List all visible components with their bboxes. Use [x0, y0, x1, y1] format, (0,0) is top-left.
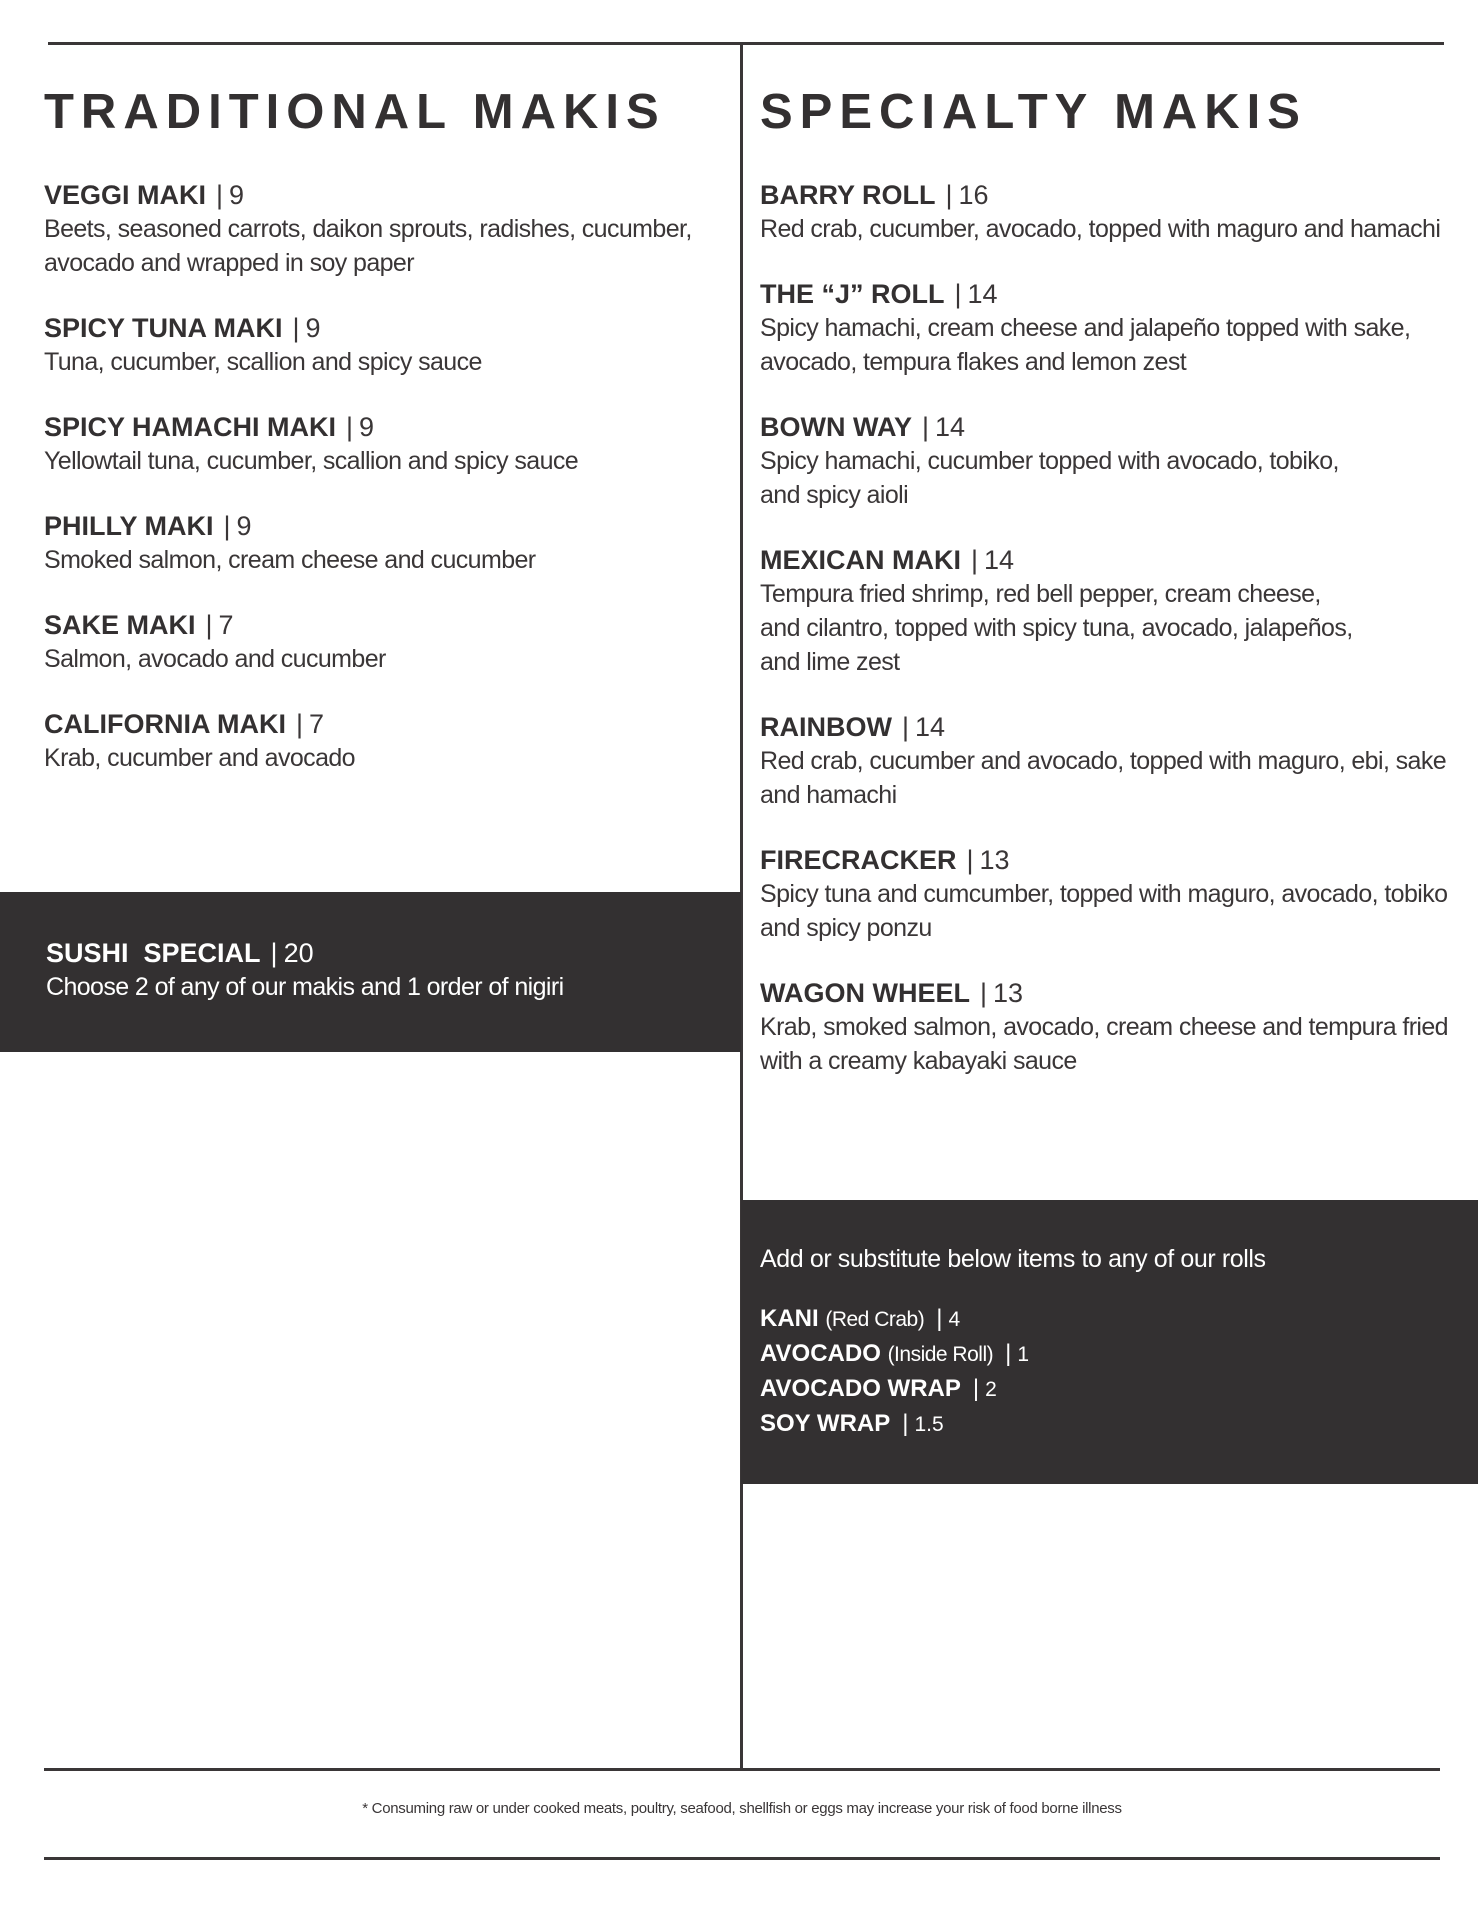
addon-item: AVOCADO (Inside Roll) | 1 — [760, 1340, 1030, 1367]
item-description: Spicy hamachi, cucumber topped with avocado, tobiko, and spicy aioli — [760, 447, 1339, 509]
menu-item: MEXICAN MAKI | 14 Tempura fried shrimp, red bell pepper, cream cheese, and cilantro, topped with spicy tuna, avocado, jalapeños, and lime zest — [760, 543, 1450, 679]
specialty-makis-title: SPECIALTY MAKIS — [760, 85, 1307, 139]
item-description: Spicy hamachi, cream cheese and jalapeño topped with sake, avocado, tempura flakes and lemon zest — [760, 314, 1411, 376]
item-description: Tuna, cucumber, scallion and spicy sauce — [44, 348, 482, 376]
addon-name: AVOCADO — [760, 1340, 881, 1367]
specialty-makis-section — [760, 78, 1450, 1109]
item-name: PHILLY MAKI — [44, 511, 214, 541]
item-description: Salmon, avocado and cucumber — [44, 645, 386, 673]
footer-rule-top — [44, 1768, 1440, 1771]
addon-price: 4 — [948, 1308, 961, 1331]
addon-price: 1.5 — [914, 1413, 944, 1436]
menu-item: FIRECRACKER | 13 Spicy tuna and cumcumber, topped with maguro, avocado, tobiko and spicy ponzu — [760, 843, 1450, 945]
item-price: 9 — [229, 180, 245, 210]
special-name: SUSHI SPECIAL — [46, 938, 261, 968]
item-name: VEGGI MAKI — [44, 180, 207, 210]
item-price: 9 — [359, 412, 375, 442]
addon-item: SOY WRAP | 1.5 — [760, 1410, 944, 1437]
item-description: Krab, cucumber and avocado — [44, 744, 355, 772]
item-price: 14 — [915, 712, 946, 742]
item-description: Tempura fried shrimp, red bell pepper, cream cheese, and cilantro, topped with spicy tuna, avocado, jalapeños, and lime zest — [760, 580, 1353, 676]
addon-name: KANI — [760, 1305, 819, 1332]
menu-item: BARRY ROLL | 16 Red crab, cucumber, avocado, topped with maguro and hamachi — [760, 178, 1450, 246]
item-description: Spicy tuna and cumcumber, topped with maguro, avocado, tobiko and spicy ponzu — [760, 880, 1448, 942]
addon-price: 2 — [985, 1378, 997, 1401]
item-name: MEXICAN MAKI — [760, 545, 961, 575]
special-price: 20 — [283, 938, 314, 968]
item-price: 14 — [984, 545, 1015, 575]
footer-rule-bottom — [44, 1857, 1440, 1860]
addons-intro: Add or substitute below items to any of our rolls — [760, 1245, 1266, 1273]
item-description: Yellowtail tuna, cucumber, scallion and spicy sauce — [44, 447, 579, 475]
sushi-special-panel: SUSHI SPECIAL | 20 Choose 2 of any of our makis and 1 order of nigiri — [0, 892, 741, 1052]
item-description: Red crab, cucumber and avocado, topped with maguro, ebi, sake and hamachi — [760, 747, 1447, 809]
traditional-makis-section — [44, 78, 724, 806]
item-name: CALIFORNIA MAKI — [44, 709, 286, 739]
item-price: 7 — [309, 709, 325, 739]
traditional-makis-title: TRADITIONAL MAKIS — [44, 85, 666, 139]
item-name: SPICY HAMACHI MAKI — [44, 412, 337, 442]
item-name: BARRY ROLL — [760, 180, 936, 210]
addon-name: SOY WRAP — [760, 1410, 891, 1437]
menu-item: SPICY TUNA MAKI | 9 Tuna, cucumber, scallion and spicy sauce — [44, 311, 724, 379]
item-price: 13 — [979, 845, 1010, 875]
item-name: THE “J” ROLL — [760, 279, 945, 309]
item-price: 14 — [935, 412, 966, 442]
item-name: FIRECRACKER — [760, 845, 957, 875]
item-price: 9 — [305, 313, 321, 343]
special-description: Choose 2 of any of our makis and 1 order of nigiri — [46, 973, 564, 1001]
menu-item: SPICY HAMACHI MAKI | 9 Yellowtail tuna, cucumber, scallion and spicy sauce — [44, 410, 724, 478]
addon-item: KANI (Red Crab) | 4 — [760, 1305, 961, 1332]
addon-note: (Red Crab) — [825, 1308, 925, 1331]
menu-item: BOWN WAY | 14 Spicy hamachi, cucumber topped with avocado, tobiko, and spicy aioli — [760, 410, 1450, 512]
menu-item: THE “J” ROLL | 14 Spicy hamachi, cream cheese and jalapeño topped with sake, avocado, tempura flakes and lemon zest — [760, 277, 1450, 379]
item-name: SPICY TUNA MAKI — [44, 313, 283, 343]
addon-price: 1 — [1017, 1343, 1030, 1366]
item-name: WAGON WHEEL — [760, 978, 970, 1008]
menu-item: RAINBOW | 14 Red crab, cucumber and avocado, topped with maguro, ebi, sake and hamachi — [760, 710, 1450, 812]
item-name: RAINBOW — [760, 712, 892, 742]
item-price: 14 — [967, 279, 998, 309]
menu-item: SAKE MAKI | 7 Salmon, avocado and cucumber — [44, 608, 724, 676]
item-description: Beets, seasoned carrots, daikon sprouts, radishes, cucumber, avocado and wrapped in soy paper — [44, 215, 692, 277]
addon-note: (Inside Roll) — [887, 1343, 994, 1366]
menu-item: CALIFORNIA MAKI | 7 Krab, cucumber and avocado — [44, 707, 724, 775]
item-description: Smoked salmon, cream cheese and cucumber — [44, 546, 536, 574]
menu-item: WAGON WHEEL | 13 Krab, smoked salmon, avocado, cream cheese and tempura fried with a creamy kabayaki sauce — [760, 976, 1450, 1078]
addon-item: AVOCADO WRAP | 2 — [760, 1375, 997, 1402]
item-name: SAKE MAKI — [44, 610, 196, 640]
addons-panel — [741, 1200, 1478, 1484]
item-price: 13 — [993, 978, 1024, 1008]
item-price: 7 — [218, 610, 234, 640]
addon-name: AVOCADO WRAP — [760, 1375, 961, 1402]
item-description: Red crab, cucumber, avocado, topped with maguro and hamachi — [760, 215, 1441, 243]
item-price: 16 — [958, 180, 989, 210]
item-price: 9 — [236, 511, 252, 541]
item-description: Krab, smoked salmon, avocado, cream cheese and tempura fried with a creamy kabayaki sauce — [760, 1013, 1448, 1075]
menu-item: PHILLY MAKI | 9 Smoked salmon, cream cheese and cucumber — [44, 509, 724, 577]
item-name: BOWN WAY — [760, 412, 913, 442]
menu-item: VEGGI MAKI | 9 Beets, seasoned carrots, daikon sprouts, radishes, cucumber, avocado and wrapped in soy paper — [44, 178, 724, 280]
food-safety-disclaimer: * Consuming raw or under cooked meats, poultry, seafood, shellfish or eggs may increase your risk of food borne illness — [362, 1800, 1122, 1817]
top-rule — [48, 42, 1444, 45]
